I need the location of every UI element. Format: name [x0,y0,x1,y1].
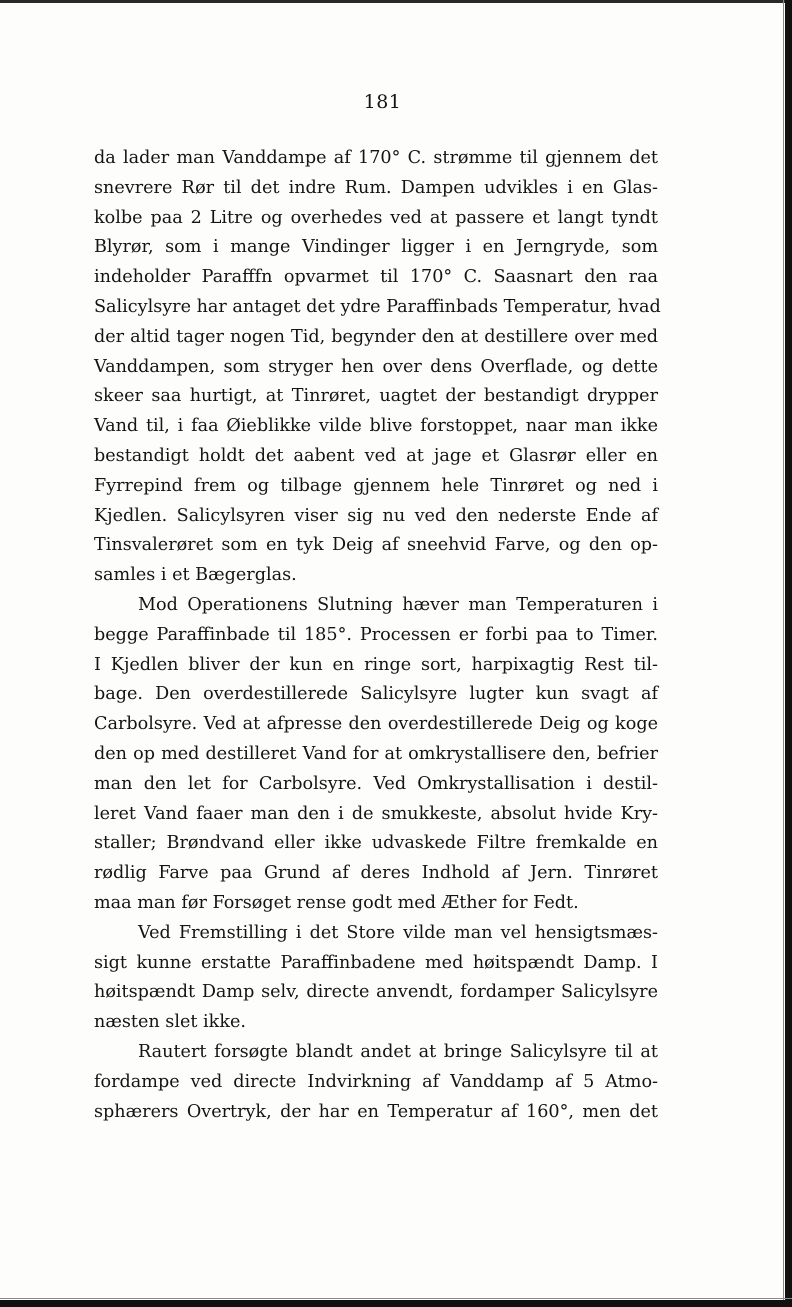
text-line: næsten slet ikke. [94,1012,246,1033]
text-line: I Kjedlen bliver der kun en ringe sort, harpixagtig Rest til- [94,654,658,675]
text-line: maa man før Forsøget rense godt med Æther for Fedt. [94,892,579,913]
text-line: Kjedlen. Salicylsyren viser sig nu ved den nederste Ende af [94,505,658,526]
text-line: Ved Fremstilling i det Store vilde man vel hensigtsmæs- [138,922,658,943]
scan-edge-bottom-line [0,1298,792,1299]
text-line: Mod Operationens Slutning hæver man Temperaturen i [138,594,658,615]
page-number: 181 [363,91,402,113]
scan-edge-right [785,0,792,1307]
text-line: da lader man Vanddampe af 170° C. strømme til gjennem det [94,148,658,168]
text-line: Blyrør, som i mange Vindinger ligger i en Jerngryde, som [94,237,658,258]
text-line: begge Paraffinbade til 185°. Processen er forbi paa to Timer. [94,624,658,645]
text-line: sphærers Overtryk, der har en Temperatur af 160°, men det [94,1101,658,1122]
text-line: den op med destilleret Vand for at omkrystallisere den, befrier [94,743,658,764]
scan-edge-top [0,0,792,3]
text-line: samles i et Bægerglas. [94,565,297,586]
text-line: skeer saa hurtigt, at Tinrøret, uagtet der bestandigt drypper [94,386,658,407]
text-line: der altid tager nogen Tid, begynder den at destillere over med [94,326,658,347]
text-line: Tinsvalerøret som en tyk Deig af sneehvid Farve, og den op- [94,535,658,556]
scan-edge-right-line [783,0,784,1307]
text-line: høitspændt Damp selv, directe anvendt, fordamper Salicylsyre [94,982,658,1003]
text-line: bage. Den overdestillerede Salicylsyre lugter kun svagt af [94,684,658,705]
text-line: sigt kunne erstatte Paraffinbadene med høitspændt Damp. I [94,952,658,973]
body-text [94,144,661,1127]
text-line: Fyrrepind frem og tilbage gjennem hele Tinrøret og ned i [94,475,658,496]
text-line: rødlig Farve paa Grund af deres Indhold af Jern. Tinrøret [94,863,658,884]
text-line: leret Vand faaer man den i de smukkeste, absolut hvide Kry- [94,803,658,824]
text-line: fordampe ved directe Indvirkning af Vanddamp af 5 Atmo- [94,1071,658,1092]
text-line: Vand til, i faa Øieblikke vilde blive forstoppet, naar man ikke [94,416,658,437]
text-line: kolbe paa 2 Litre og overhedes ved at passere et langt tyndt [94,207,658,228]
text-line: Vanddampen, som stryger hen over dens Overflade, og dette [94,356,658,377]
text-line: staller; Brøndvand eller ikke udvaskede Filtre fremkalde en [94,833,658,854]
text-line: snevrere Rør til det indre Rum. Dampen udvikles i en Glas- [94,177,658,198]
text-line: bestandigt holdt det aabent ved at jage et Glasrør eller en [94,445,658,466]
text-line: Carbolsyre. Ved at afpresse den overdestillerede Deig og koge [94,714,658,735]
text-line: man den let for Carbolsyre. Ved Omkrystallisation i destil- [94,773,658,794]
text-line: indeholder Parafffn opvarmet til 170° C. Saasnart den raa [94,267,658,288]
text-line: Rautert forsøgte blandt andet at bringe Salicylsyre til at [138,1041,658,1062]
scan-edge-bottom [0,1300,792,1307]
text-line: Salicylsyre har antaget det ydre Paraffinbads Temperatur, hvad [94,296,661,317]
